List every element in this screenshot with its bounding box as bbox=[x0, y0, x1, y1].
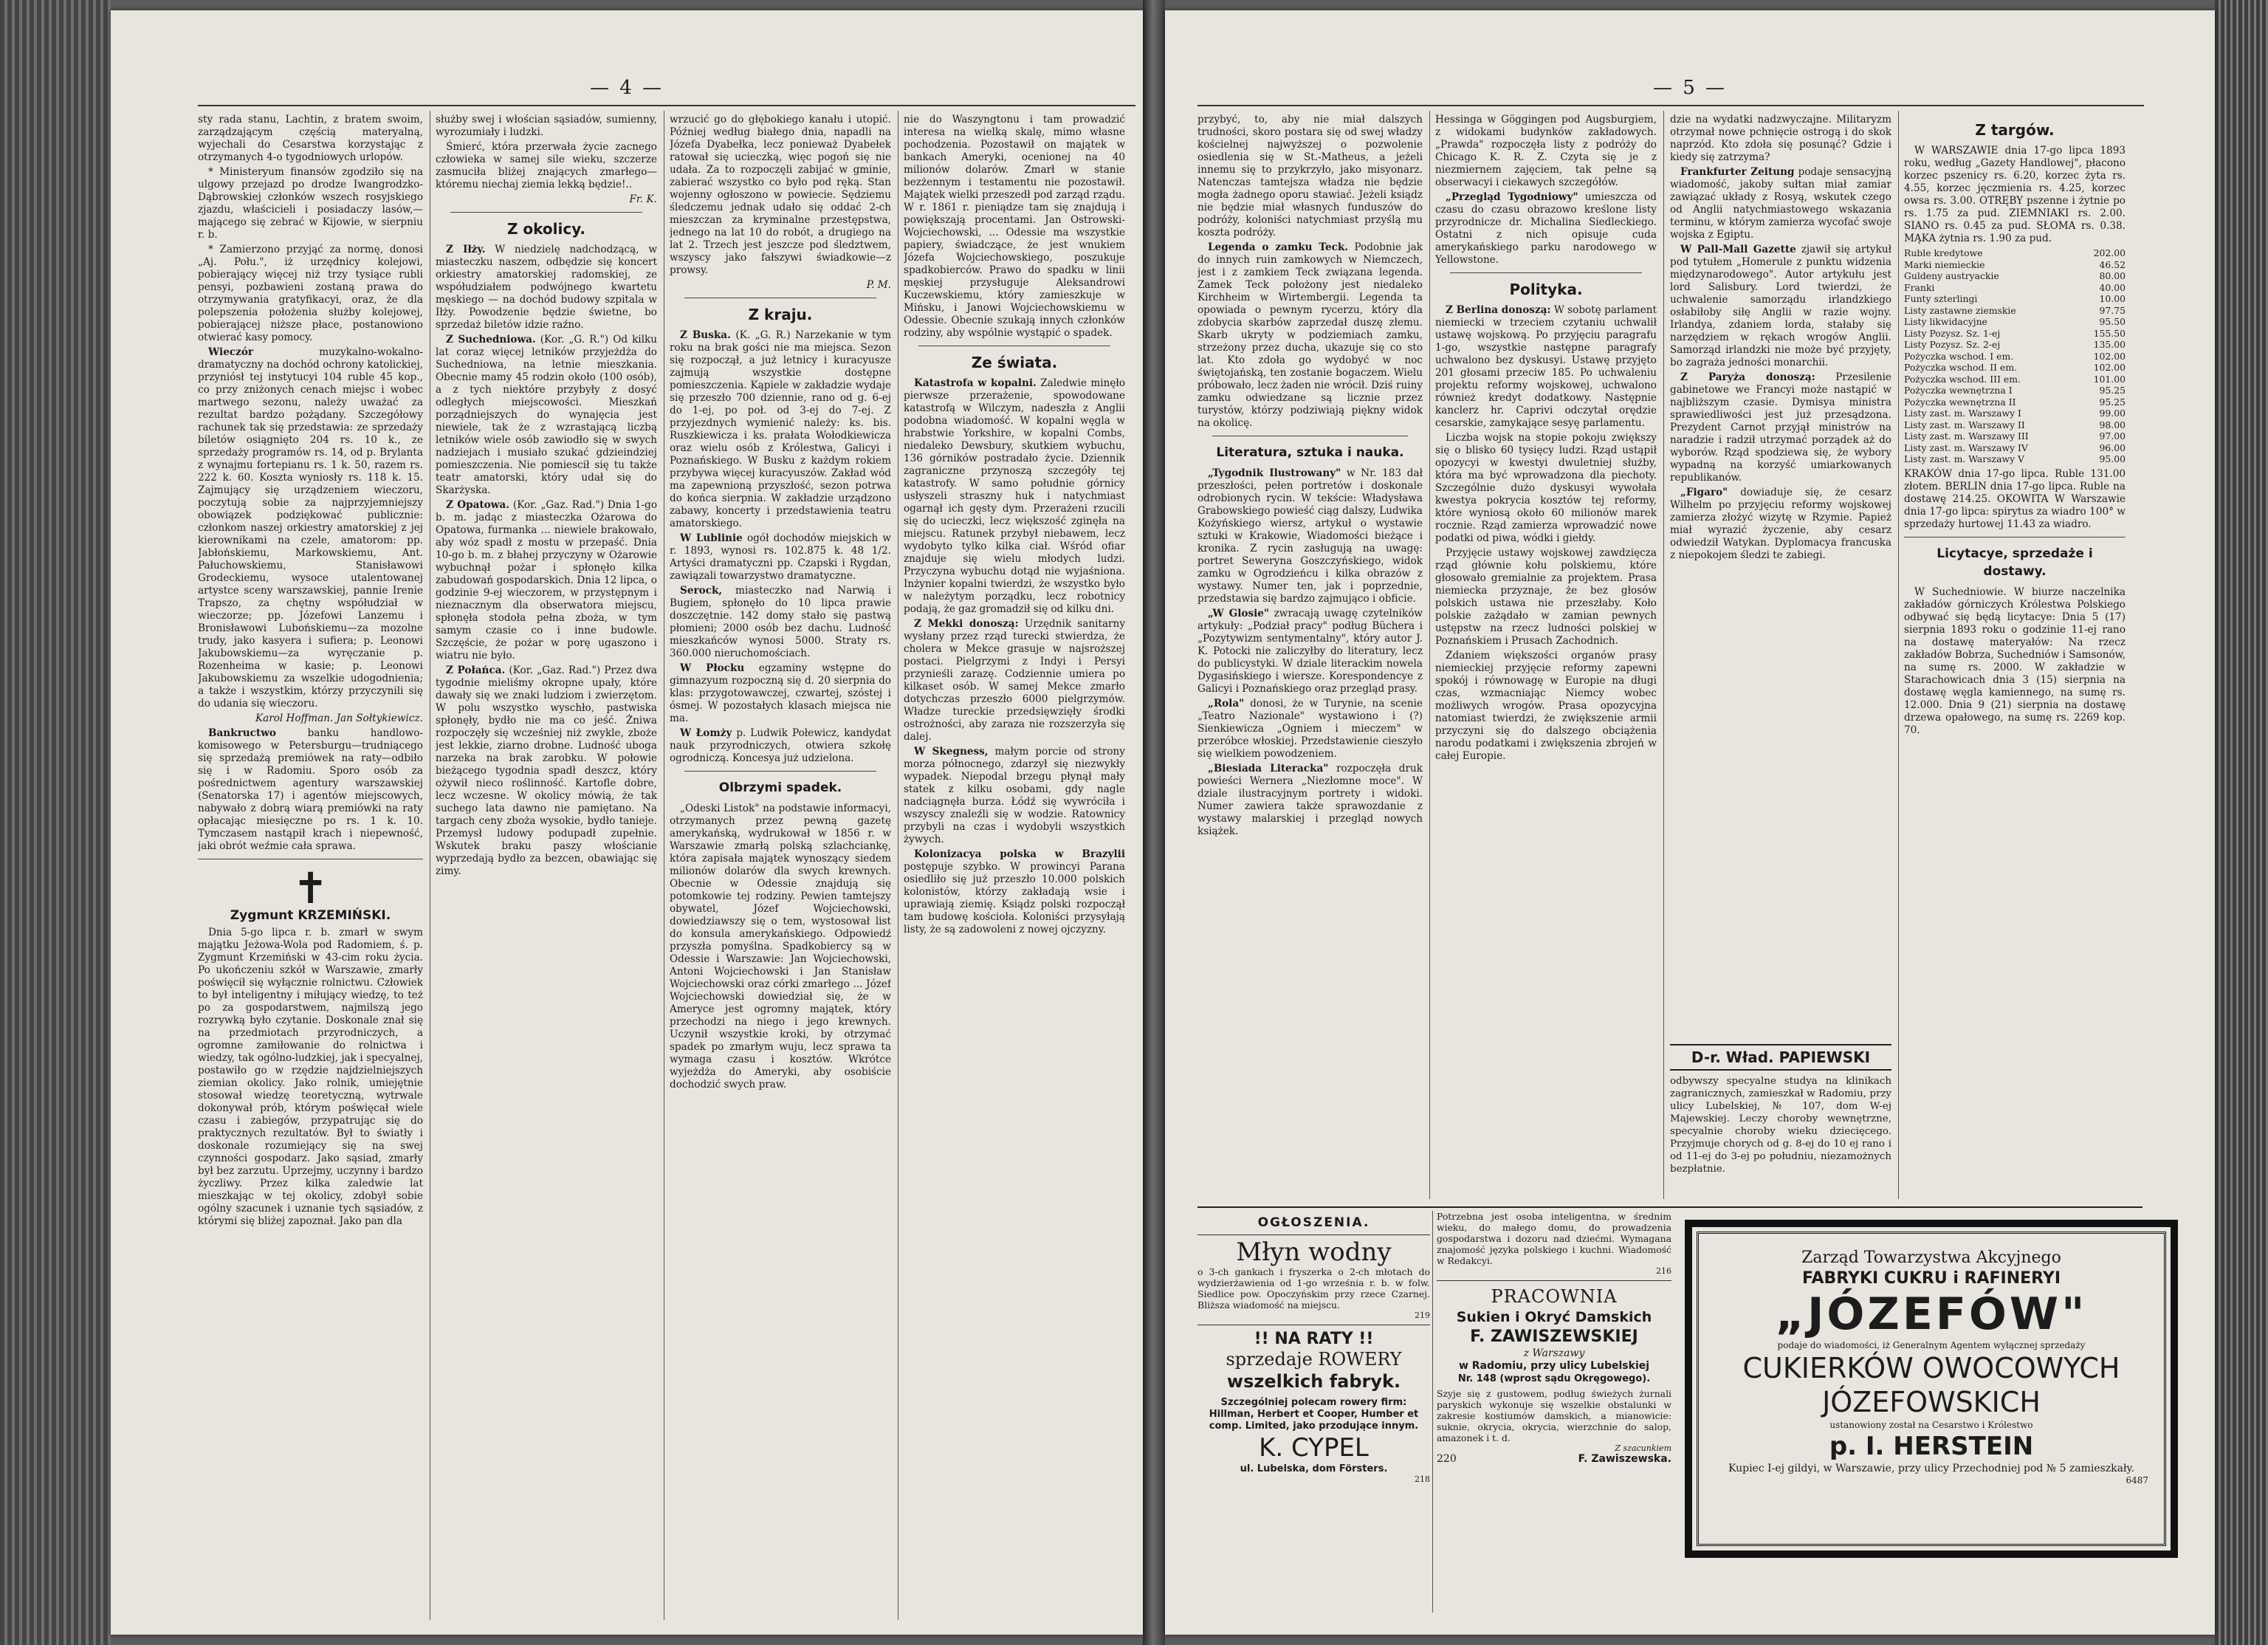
paragraph: Przyjęcie ustawy wojskowej zawdzięcza rząd głównie kołu polskiemu, które głosowało gremialnie za projektem. Prasa niemiecka przyznaje, że bez głosów polskich ustawa nie przeszłaby. Koło polskie zażądało w zamian pewnych ustępstw na rzecz ludności polskiej w Poznańskiem i Prusach Zachodnich. bbox=[1435, 547, 1657, 647]
lead-word: Kolonizacya polska w Brazylii bbox=[914, 848, 1125, 860]
book-spine bbox=[1143, 0, 1165, 1645]
exchange-row bbox=[1904, 316, 2126, 328]
lead-word: Z Mekki donoszą: bbox=[914, 618, 1019, 630]
paragraph: Śmierć, która przerwała życie zacnego człowieka w samej sile wieku, szczerze zasmuciła bliżej znających zmarłego—któremu niechaj ziemia lekką będzie!.. bbox=[436, 141, 657, 190]
ad-number: 220 bbox=[1437, 1453, 1457, 1465]
lead-word: Legenda o zamku Teck. bbox=[1208, 241, 1349, 253]
cross-icon: ✝ bbox=[292, 863, 329, 913]
paragraph: miasteczko nad Narwią i Bugiem, spłonęło do 10 lipca prawie doszczętnie. 142 domy stało się pastwą płomieni; 2000 osób bez dachu. Ludność mieszkańców wynosi 5000. Straty rs. 360.000 nieruchomościach. bbox=[670, 585, 891, 659]
exchange-value: 97.00 bbox=[2099, 430, 2126, 442]
paragraph: służby swej i włościan sąsiadów, sumienny, wyrozumiały i ludzki. bbox=[436, 114, 657, 138]
paragraph: (Kor. „G. R.") Od kilku lat coraz więcej letników przyjeżdża do Suchedniowa, na letnie mieszkania. Obecnie mamy 45 rodzin około (100 osób), a z tych niektóre przybyły z dosyć odległych miejscowości. Mieszkań porządniejszych do wynajęcia jest niewiele, tak że z wzrastającą liczbą letników wiele osób zawiodło się w swych nadziejach i musiało szukać gdzieindziej pomieszczenia. Nie pomiescił się tu także teatr amatorski, który udał się do Skarżyska. bbox=[436, 334, 657, 496]
workshop-signature: F. Zawiszewska. bbox=[1578, 1453, 1671, 1465]
exchange-value: 99.00 bbox=[2099, 408, 2126, 419]
lead-word: Z Buska. bbox=[680, 329, 731, 341]
advert-column-left bbox=[1197, 1211, 1430, 1545]
paragraph: Dnia 5-go lipca r. b. zmarł w swym majątku Jeżowa-Wola pod Radomiem, ś. p. Zygmunt Krzemiński w 43-cim roku życia. Po ukończeniu szkół w Warszawie, zmarły poświęcił się wyłącznie rolnictwu. Człowiek to był inteligentny i miłujący wiedzę, to też po za gospodarstwem, najmilszą jego rozrywką było czytanie. Doskonale znał się na przedmiotach przyrodniczych, a ogromne zamiłowanie do rolnictwa i wiedzy, tak ogólno-ludzkiej, jak i specyalnej, postawiło go w rzędzie najdzielniejszych ziemian okolicy. Jako rolnik, umiejętnie stosował wiedzę teoretyczną, wytrwale dokonywał prób, którym poświęcał wiele czasu i zabiegów, przypatrując się do praktycznych rezultatów. Był to światły i doskonale rozumiejący się na swej czynności gospodarz. Jako sąsiad, zmarły był bez zarzutu. Uprzejmy, uczynny i bardzo życzliwy. Przez kilka zaledwie lat mieszkając w tej okolicy, zdobył sobie ogólny szacunek i uznanie tych sąsiadów, z którymi się bliżej zapoznał. Jako pan dla bbox=[198, 927, 423, 1227]
mill-text: o 3-ch gankach i fryszerka o 2-ch młotach do wydzierżawienia od 1-go września r. b. w folw. Siedlice pow. Opoczyńskim przy rzece Czarnej. Bliższa wiadomość na miejscu. bbox=[1197, 1266, 1430, 1311]
paragraph: p. Ludwik Połewicz, kandydat nauk przyrodniczych, otwiera szkołę ogrodniczą. Koncesya już udzielona. bbox=[670, 727, 891, 764]
column-separator bbox=[1663, 111, 1664, 1199]
doctor-text: odbywszy specyalne studya na klinikach zagranicznych, zamieszkał w Radomiu, przy ulicy Lubelskiej, № 107, dom W-ej Majewskiej. Leczy choroby wewnętrzne, specyalnie choroby wieku dziecięcego. Przyjmuje chorych od g. 8-ej do 10 ej rano i od 11-ej do 3-ej po południu, niezamożnych bezpłatnie. bbox=[1670, 1076, 1891, 1175]
paragraph: umieszcza od czasu do czasu obrazowo kreślone listy przyrodnicze dr. Michalina Siedleckiego. Ostatni z nich opisuje cuda amerykańskiego parku narodowego w Yellowstone. bbox=[1435, 191, 1657, 266]
paragraph: „Odeski Listok" na podstawie informacyi, otrzymanych przez pewną gazetę amerykańską, wydrukował w 1856 r. w Warszawie zmarłą polską szlachciankę, która zapisała majątek wynoszący siedem milionów dolarów dla swych krewnych. Obecnie w Odessie znajdują się potomkowie tej rodziny. Pewien tamtejszy obywatel, Józef Wojciechowski, dowiedziawszy się o tem, wystosował list do konsula amerykańskiego. Odpowiedź przyszła pomyślna. Spadkobiercy są w Odessie i Warszawie: Jan Wojciechowski, Antoni Wojciechowski i Jan Stanisław Wojciechowski oraz córki zmarłego ... Józef Wojciechowski dowiedział się, że w Ameryce jest ogromny majątek, który przechodzi na niego i jego krewnych. Uczynił wszystkie kroki, by otrzymać spadek po zmarłym wuju, lecz sprawa ta wymaga czasu i kosztów. Wkrótce wyjeżdża do Ameryki, aby osobiście dochodzić swych praw. bbox=[670, 803, 891, 1091]
exchange-row bbox=[1904, 374, 2126, 385]
column-3 bbox=[670, 114, 891, 1620]
signature: Fr. K. bbox=[629, 193, 657, 205]
workshop-address-number: Nr. 148 (wprost sądu Okręgowego). bbox=[1457, 1373, 1651, 1384]
column-4 bbox=[904, 114, 1125, 1620]
factory-product: CUKIERKÓW OWOCOWYCH bbox=[1742, 1352, 2120, 1384]
exchange-label: Listy zastawne ziemskie bbox=[1904, 304, 2016, 316]
exchange-value: 95.00 bbox=[2099, 453, 2126, 464]
paragraph: sty rada stanu, Lachtin, z bratem swoim, zarządzającym częścią materyalną, wyjechali do Cesarstwa korzystając z otrzymanych 4-o tygodniowych urlopów. bbox=[198, 114, 423, 163]
exchange-row bbox=[1904, 305, 2126, 317]
lead-word: Frankfurter Zeitung bbox=[1680, 166, 1795, 178]
exchange-value: 95.50 bbox=[2099, 316, 2126, 327]
paragraph: (Kor. „Gaz. Rad.") Dnia 1-go b. m. jadąc z miasteczka Ożarowa do Opatowa, furmanka ... niewiele brakowało, aby wóz spadł z mostu w przepaść. Dnia 10-go b. m. z błahej przyczyny w Ożarowie wybuchnął pożar i spłonęło kilka zabudowań gospodarskich. Dnia 12 lipca, o godzinie 9-ej wieczorem, w przystępnym i nieznacznym dla obserwatora miejscu, spłonęła stodoła pełna zboża, w tym samym czasie co i inne budowle. Szczęście, że pożar w porę ugaszono i wiatru nie było. bbox=[436, 499, 657, 662]
exchange-label: Guldeny austryackie bbox=[1904, 270, 1999, 281]
ad-number: 6487 bbox=[2126, 1475, 2148, 1486]
exchange-label: Marki niemieckie bbox=[1904, 258, 1985, 270]
divider bbox=[1904, 537, 2126, 538]
exchange-label: Franki bbox=[1904, 281, 1935, 293]
exchange-row bbox=[1904, 385, 2126, 396]
exchange-row bbox=[1904, 259, 2126, 271]
exchange-row bbox=[1904, 419, 2126, 431]
paragraph: zwracają uwagę czytelników artykuły: „Podział pracy" podług Büchera i „Pozytywizm sentymentalny", który autor J. K. Potocki nie zaliczyłby do literatury, lecz do publicystyki. W dziale literackim nowela Dygasińskiego i wiersze. Korespondencye z Galicyi i Poznańskiego oraz przegląd prasy. bbox=[1197, 608, 1423, 695]
paragraph: (K. „G. R.) Narzekanie w tym roku na brak gości nie ma miejsca. Sezon się rozpoczął, a już letnicy i kuracyusze zajmują wszystkie dostępne pomieszczenia. Kąpiele w zakładzie wydaje się przeszło 700 dziennie, rano od g. 6-ej do 1-ej, po poł. od 3-ej do 7-ej. Z przyjezdnych wymienić należy: ks. bis. Ruszkiewicza i ks. prałata Wołodkiewicza oraz wielu osób z Królestwa, Galicyi i Poznańskiego. W Busku z każdym rokiem przybywa więcej kuracyuszów. Zakład wód ma zapewnioną przyszłość, sezon potrwa do końca sierpnia. W zakładzie urządzono zabawy, koncerty i przedstawienia teatru amatorskiego. bbox=[670, 329, 891, 529]
workshop-sig-pre: Z szacunkiem bbox=[1615, 1443, 1671, 1453]
factory-product-2: JÓZEFOWSKICH bbox=[1822, 1386, 2041, 1418]
top-rule bbox=[198, 105, 1135, 106]
lead-word: Z Opatowa. bbox=[446, 499, 509, 511]
column-4 bbox=[1904, 114, 2126, 1199]
workshop-name: F. ZAWISZEWSKIEJ bbox=[1470, 1328, 1638, 1346]
lead-word: „Figaro" bbox=[1680, 487, 1728, 498]
exchange-value: 80.00 bbox=[2099, 270, 2126, 281]
exchange-row bbox=[1904, 339, 2126, 351]
exchange-label: Listy likwidacyjne bbox=[1904, 316, 1987, 327]
factory-line7: ustanowiony został na Cesarstwo i Królestwo bbox=[1829, 1420, 2033, 1430]
paragraph: zjawił się artykuł pod tytułem „Homerule z punktu widzenia międzynarodowego". Autor artykułu jest lord Salisbury. Lord twierdzi, że uchwalenie samorządu irlandzkiego osłabiłoby siłę Anglii w razie wojny. Irlandya, zdaniem lorda, stałaby się narzędziem w rękach wrogów Anglii. Samorząd irlandzki nie może być przyjęty, bo zagraża jedności monarchii. bbox=[1670, 244, 1891, 368]
exchange-value: 102.00 bbox=[2093, 362, 2126, 373]
exchange-value: 10.00 bbox=[2099, 293, 2126, 304]
paragraph: KRAKÓW dnia 17-go lipca. Ruble 131.00 złotem. BERLIN dnia 17-go lipca. Ruble na dostawę 214.25. OKOWITA W Warszawie dnia 17-go lipca: spirytus za wiadro 100° w sprzedaży hurtowej 11.43 za wiadro. bbox=[1904, 467, 2126, 530]
page-stack-left bbox=[0, 0, 111, 1645]
lead-word: Katastrofa w kopalni. bbox=[914, 377, 1037, 389]
lead-word: W Lublinie bbox=[680, 532, 743, 544]
lead-word: Z Berlina donoszą: bbox=[1446, 304, 1551, 316]
exchange-label: Listy Pozysz. Sz. 2-ej bbox=[1904, 339, 2001, 350]
workshop-line1: Sukien i Okryć Damskich bbox=[1456, 1309, 1652, 1325]
workshop-from: z Warszawy bbox=[1523, 1347, 1585, 1359]
divider bbox=[684, 771, 876, 772]
advert-column-middle bbox=[1437, 1211, 1671, 1545]
signature: Karol Hoffman. Jan Sołtykiewicz. bbox=[255, 712, 423, 724]
exchange-row bbox=[1904, 270, 2126, 282]
exchange-value: 135.00 bbox=[2093, 339, 2126, 350]
paragraph: Urzędnik sanitarny wysłany przez rząd turecki stwierdza, że cholera w Mekce grasuje w najsroższej postaci. Pielgrzymi z Indyi i Persyi przynieśli zarazę. Codziennie umiera po kilkaset osób. W samej Mekce zmarło dotychczas przeszło 6000 pielgrzymów. Władze tureckie przedsięwzięły środki ostrożności, aby zaraza nie rozszerzyła się dalej. bbox=[904, 618, 1125, 743]
paragraph: Podobnie jak do innych ruin zamkowych w Niemczech, jest i z zamkiem Teck związana legenda. Zamek Teck położony jest niedaleko Kirchheim w Wirtembergii. Legenda ta opowiada o pewnym rycerzu, który dla zdobycia skarbów zaprzedał duszę złemu. Skarb ukryty w podziemiach zamku, strzeżony przez ducha, ukazuje się co sto lat. Kto zdoła go wydobyć w noc świętojańską, ten zostanie bogaczem. Wielu próbowało, lecz żaden nie wrócił. Dziś ruiny zamku odwiedzane są licznie przez turystów, którzy podziwiają piękny widok na okolicę. bbox=[1197, 241, 1423, 429]
column-separator bbox=[1429, 111, 1430, 1199]
factory-name: „JÓZEFÓW" bbox=[1775, 1288, 2088, 1340]
paragraph: przybyć, to, aby nie miał dalszych trudności, skoro postara się od swej władzy kościelnej najwyższej o pozwolenie osiedlenia się w St.-Matheus, a jeżeli innemu się to przykrzyło, jako misyonarz. Natenczas tamtejsza władza nie będzie mogła żadnego oporu stawiać. Jeżeli ksiądz nie będzie miał własnych funduszów do podróży, koloniści natychmiast przyślą mu koszta podróży. bbox=[1197, 114, 1423, 238]
paragraph: małym porcie od strony morza północnego, zdarzył się niezwykły wypadek. Niepodal brzegu płynął mały statek z kilku osobami, gdy nagle nadciągnęła burza. Łódź się wywróciła i wszyscy znaleźli się w wodzie. Ratownicy przybyli na czas i wydobyli wszystkich żywych. bbox=[904, 746, 1125, 845]
doctor-name: D-r. Wład. PAPIEWSKI bbox=[1670, 1044, 1891, 1071]
column-2 bbox=[436, 114, 657, 1620]
installments-text: Szczególniej polecam rowery firm: Hillman, Herbert et Cooper, Humber et comp. Limited, jako przodujące innym. bbox=[1209, 1397, 1419, 1432]
exchange-row bbox=[1904, 351, 2126, 363]
workshop-title: PRACOWNIA bbox=[1491, 1286, 1618, 1307]
section-heading: Ze świata. bbox=[971, 354, 1058, 371]
section-heading: Licytacye, sprzedaże i dostawy. bbox=[1937, 546, 2093, 579]
ads-rule bbox=[1197, 1206, 2142, 1208]
installments-title: !! NA RATY !! bbox=[1254, 1330, 1374, 1348]
lead-word: Z Połańca. bbox=[446, 664, 506, 676]
paragraph: * Ministeryum finansów zgodziło się na ulgowy przejazd po drodze Iwangrodzko-Dąbrowskiej członków wszech rosyjskiego zjazdu, właścicieli i posiadaczy lasów,— mającego się zebrać w Kijowie, w sierpniu r. b. bbox=[198, 166, 423, 241]
lead-word: Z Iłży. bbox=[446, 244, 486, 255]
factory-agent: p. I. HERSTEIN bbox=[1829, 1432, 2034, 1461]
ad-number: 218 bbox=[1415, 1474, 1430, 1484]
exchange-label: Pożyczka wschod. III em. bbox=[1904, 373, 2021, 385]
exchange-label: Listy zast. m. Warszawy II bbox=[1904, 419, 2025, 430]
exchange-table bbox=[1904, 247, 2126, 465]
section-heading: Z targów. bbox=[1975, 121, 2055, 139]
sugar-factory-advert bbox=[1685, 1220, 2178, 1558]
right-page bbox=[1165, 10, 2215, 1635]
exchange-label: Listy zast. m. Warszawy I bbox=[1904, 408, 2021, 419]
paragraph: ogół dochodów miejskich w r. 1893, wynosi rs. 102.875 k. 48 1/2. Artyści dramatyczni pp. Czapski i Rygdan, zawiązali towarzystwo dramatyczne. bbox=[670, 532, 891, 582]
mill-title: Młyn wodny bbox=[1236, 1237, 1392, 1267]
paragraph: donosi, że w Turynie, na scenie „Teatro Nazionale" wystawiono i (?) Sienkiewicza „Ogniem i mieczem" w przeróbce włoskiej. Przedstawienie cieszyło się wielkiem powodzeniem. bbox=[1197, 698, 1423, 760]
exchange-value: 101.00 bbox=[2093, 373, 2126, 385]
lead-word: W Skegness, bbox=[914, 746, 989, 758]
exchange-value: 202.00 bbox=[2093, 247, 2126, 258]
paragraph: Zdaniem większości organów prasy niemieckiej przyjęcie reformy zapewni spokój i równowagę w Europie na długi czas, wzmacniając Niemcy wobec możliwych wrogów. Prasa opozycyjna natomiast twierdzi, że zwiększenie armii przyczyni się do dalszego obciążenia narodu podatkami i zwiększenia zbrojeń w całej Europie. bbox=[1435, 650, 1657, 762]
exchange-label: Ruble kredytowe bbox=[1904, 247, 1983, 258]
left-page bbox=[111, 10, 1143, 1635]
lead-word: W Łomży bbox=[680, 727, 732, 739]
workshop-text: Szyje się z gustowem, podług świeżych żurnali paryskich wykonuje się wszelkie obstalunki w zakresie kostiumów damskich, a mianowicie: suknie, okrycia, okrycia, wierzchnie do salop, amazonek i t. d. bbox=[1437, 1388, 1671, 1443]
exchange-row bbox=[1904, 442, 2126, 454]
paragraph: W WARSZAWIE dnia 17-go lipca 1893 roku, według „Gazety Handlowej", płacono korzec pszenicy rs. 6.20, korzec żyta rs. 4.55, korzec jęczmienia rs. 4.25, korzec owsa rs. 3.00. OTRĘBY pszenne i żytnie po rs. 1.75 za pud. ZIEMNIAKI rs. 2.00. SIANO rs. 0.45 za pud. SŁOMA rs. 0.38. MĄKA żytnia rs. 1.90 za pud. bbox=[1904, 145, 2126, 244]
factory-line2: FABRYKI CUKRU i RAFINERYI bbox=[1801, 1269, 2061, 1288]
installments-line2: wszelkich fabryk. bbox=[1226, 1371, 1401, 1392]
exchange-label: Pożyczka wschod. I em. bbox=[1904, 350, 2014, 362]
exchange-label: Listy Pozysz. Sz. 1-ej bbox=[1904, 327, 2001, 339]
paragraph: (Kor. „Gaz. Rad.") Przez dwa tygodnie mieliśmy okropne upały, które dawały się we znaki ludziom i zwierzętom. W polu wszystko wyschło, pastwiska spłonęły, bydło nie ma co jeść. Żniwa rozpoczęły się wcześniej niż zwykle, zboże jest lekkie, ziarno drobne. Ludność uboga narzeka na brak zarobku. W połowie bieżącego tygodnia spadł deszcz, który ożywił nieco roślinność. Kartofle dobre, lecz wczesne. W okolicy mówią, że tak suchego lata dawno nie pamiętano. Na targach ceny zboża wysokie, bydło tanieje. Przemysł ludowy podupadł zupełnie. Wskutek braku paszy włościanie wyprzedają bydło za bezcen, obawiając się zimy. bbox=[436, 664, 657, 877]
exchange-label: Listy zast. m. Warszawy III bbox=[1904, 430, 2029, 442]
exchange-value: 102.00 bbox=[2093, 350, 2126, 362]
lead-word: Wieczór bbox=[208, 346, 254, 358]
divider bbox=[450, 212, 642, 213]
exchange-label: Pożyczka wewnętrzna II bbox=[1904, 396, 2016, 408]
factory-line9: Kupiec I-ej gildyi, w Warszawie, przy ulicy Przechodniej pod № 5 zamieszkały. bbox=[1728, 1463, 2135, 1474]
page-stack-right bbox=[2215, 0, 2268, 1645]
page-number: — 4 — bbox=[589, 77, 664, 99]
lead-word: Bankructwo bbox=[208, 727, 276, 739]
signature: P. M. bbox=[866, 279, 891, 291]
workshop-address: w Radomiu, przy ulicy Lubelskiej bbox=[1458, 1360, 1650, 1372]
section-heading: Z okolicy. bbox=[506, 220, 586, 238]
lead-word: „Biesiada Literacka" bbox=[1208, 763, 1329, 775]
exchange-label: Pożyczka wschod. II em. bbox=[1904, 362, 2018, 373]
paragraph: egzaminy wstępne do gimnazyum rozpoczną się d. 20 sierpnia do klas: przygotowawczej, czwartej, szóstej i ósmej. W pozostałych klasach miejsca nie ma. bbox=[670, 662, 891, 724]
exchange-value: 98.00 bbox=[2099, 419, 2126, 430]
wanted-text: Potrzebna jest osoba inteligentna, w średnim wieku, do małego domu, do prowadzenia gospodarstwa i dozoru nad dziećmi. Wymagana znajomość języka polskiego i kuchni. Wiadomość w Redakcyi. bbox=[1437, 1211, 1671, 1266]
lead-word: Z Paryża donoszą: bbox=[1680, 371, 1815, 383]
factory-line1: Zarząd Towarzystwa Akcyjnego bbox=[1801, 1249, 2061, 1267]
exchange-value: 96.00 bbox=[2099, 442, 2126, 453]
exchange-row bbox=[1904, 282, 2126, 294]
section-heading: Z kraju. bbox=[748, 306, 813, 323]
paragraph: muzykalno-wokalno-dramatyczny na dochód ochrony katolickiej, przyniósł tej instytucyi 104 ruble 45 kop., co przy zniżonych cenach miejsc i wobec martwego sezonu, należy uważać za rezultat bardzo pożądany. Szczegółowy rachunek tak się przedstawia: ze sprzedaży biletów osiągnięto 204 rs. 10 k., ze sprzedaży programów rs. 14, od p. Brylanta z wynajmu fortepianu rs. 1 k. 50, razem rs. 222 k. 60. Koszta wyniosły rs. 118 k. 15. Zajmujący się urządzeniem wieczoru, poczytują sobie za najprzyjemniejszy obowiązek podziękować publicznie: członkom naszej orkiestry amatorskiej z jej kierownikami na czele, amatorom: pp. Jabłońskiemu, Markowskiemu, Ant. Pałuchowskiemu, Stanisławowi Grodeckiemu, wysoce utalentowanej artystce sceny warszawskiej, pannie Irenie Trapszo, za chętny współudział w wieczorze; pp. Józefowi Lanzemu i Bronisławowi Lubońskiemu—za mozolne trudy, jako kasyera i sufiera; p. Leonowi Jakubowskiemu—za wyręczanie p. Rozenheima w kasie; p. Leonowi Jakubowskiemu za wszelkie udogodnienia; a także i wszystkim, którzy przyczynili się do udania się wieczoru. bbox=[198, 346, 423, 710]
column-separator bbox=[1432, 1211, 1433, 1613]
exchange-value: 155.50 bbox=[2093, 327, 2126, 339]
section-heading: Polityka. bbox=[1509, 281, 1583, 298]
section-heading: Literatura, sztuka i nauka. bbox=[1216, 445, 1404, 460]
paragraph: dowiaduje się, że cesarz Wilhelm po przyjęciu reformy wojskowej zamierza złożyć wizytę w Rzymie. Papież miał wyrazić życzenie, aby cesarz odwiedził Watykan. Dyplomacya francuska z niepokojem śledzi te zabiegi. bbox=[1670, 487, 1891, 561]
doctor-advert bbox=[1670, 1044, 1891, 1208]
column-separator bbox=[1898, 111, 1899, 1199]
paragraph: Hessinga w Göggingen pod Augsburgiem, z widokami budynków zakładowych. „Prawda" rozpoczęła listy z podróży do Chicago K. R. Z. Czyta się je z niezmiernem zajęciem, tak pełne są obserwacyi i ciekawych szczegółów. bbox=[1435, 114, 1657, 188]
lead-word: Serock, bbox=[680, 585, 723, 597]
lead-word: „Przegląd Tygodniowy" bbox=[1446, 191, 1578, 203]
obituary-name: Zygmunt KRZEMIŃSKI. bbox=[230, 908, 391, 923]
lead-word: „W Glosie" bbox=[1208, 608, 1270, 619]
exchange-label: Funty szterlingi bbox=[1904, 293, 1978, 304]
exchange-label: Listy zast. m. Warszawy IV bbox=[1904, 442, 2028, 453]
paragraph: nie do Waszyngtonu i tam prowadzić interesa na wielką skalę, mimo własne pochodzenia. Pozostawił on majątek w bankach Ameryki, ocenionej na 40 milionów dolarów. Zmarł w stanie bezżennym i testamentu nie pozostawił. Majątek wielki przeszedł pod zarząd rządu. W r. 1861 r. pieniądze tam się znajdują i powiększają procentami. Jan Ostrowski-Wojciechowski, ... Odessie ma wszystkie papiery, świadczące, że jest wnukiem Józefa Wojciechowskiego, poszukuje spadkobierców. Prawo do spadku w linii męskiej przysługuje Aleksandrowi Kuczewskiemu, który zamieszkuje w Mińsku, i Janowi Wojciechowskiemu w Odessie. Obecnie szukają innych członków rodziny, aby wspólnie wystąpić o spadek. bbox=[904, 114, 1125, 339]
exchange-row bbox=[1904, 293, 2126, 305]
factory-line4: podaje do wiadomości, iż Generalnym Agentem wyłącznej sprzedaży bbox=[1777, 1340, 2086, 1350]
paragraph: dzie na wydatki nadzwyczajne. Militaryzm otrzymał nowe pchnięcie ostrogą i do skok naprzód. Kto zdoła się posunąć? Gdzie i kiedy się zatrzyma? bbox=[1670, 114, 1891, 163]
paragraph: wrzucić go do głębokiego kanału i utopić. Później według białego dnia, napadli na Józefa Dyabełka, lecz ponieważ Dyabełek ratował się ucieczką, więc pogoń się nie udała. Za to rozpoczęli zabijać w gminie, zabierać wszystko co było pod ręką. Stan wojenny ogłoszono w powiecie. Sędziemu śledczemu jednak udało się oddać 2-ch mieszczan za kryminalne przestępstwa, jednego na lat 10 do robót, a drugiego na lat 2. Trzech jest jeszcze pod śledztwem, wszyscy jako fałszywi świadkowie—z prowsy. bbox=[670, 114, 891, 276]
lead-word: „Tygodnik Ilustrowany" bbox=[1208, 467, 1341, 479]
paragraph: W Suchedniowie. W biurze naczelnika zakładów górniczych Królestwa Polskiego odbywać się będą licytacye: Dnia 5 (17) sierpnia 1893 roku o godzinie 11-ej rano na dostawę materyałów: Na rzecz zakładów Bobrza, Suchedniów i Samsonów, na sumę rs. 2000. W zakładzie w Starachowicach dnia 3 (15) sierpnia na dostawę węgla kamiennego, na sumę rs. 12.000. Dnia 9 (21) sierpnia na dostawę drzewa opałowego, na sumę rs. 2269 kop. 70. bbox=[1904, 585, 2126, 736]
exchange-label: Pożyczka wewnętrzna I bbox=[1904, 385, 2013, 396]
paragraph: postępuje szybko. W prowincyi Parana osiedliło się już przeszło 10.000 polskich kolonistów, którzy zakładają wsie i uprawiają ziemię. Ksiądz polski rozpoczął tam budowę kościoła. Koloniści przysyłają listy, że są zadowoleni z nowej ojczyzny. bbox=[904, 861, 1125, 935]
exchange-label: Listy zast. m. Warszawy V bbox=[1904, 453, 2024, 464]
paragraph: rozpoczęła druk powieści Wernera „Niezłomne moce". W dziale ilustracyjnym portrety i widoki. Numer zawiera także sprawozdanie z wystawy malarskiej i przegląd nowych książek. bbox=[1197, 763, 1423, 837]
lead-word: W Pall-Mall Gazette bbox=[1680, 244, 1796, 255]
paragraph: podaje sensacyjną wiadomość, jakoby sułtan miał zamiar zawiązać układy z Rosyą, wskutek czego od Anglii natychmiastowego wskazania terminu, w którym zamierza wycofać swoje wojska z Egiptu. bbox=[1670, 166, 1891, 241]
installments-address: ul. Lubelska, dom Försters. bbox=[1240, 1463, 1388, 1474]
exchange-row bbox=[1904, 408, 2126, 419]
exchange-row bbox=[1904, 430, 2126, 442]
exchange-value: 97.75 bbox=[2099, 304, 2126, 316]
paragraph: W sobotę parlament niemiecki w trzeciem czytaniu uchwalił ustawę wojskową. Po przyjęciu paragrafu 1-go, wszystkie następne paragrafy uchwalono bez dyskusyi. Ustawę przyjęto 201 głosami przeciw 185. Po uchwaleniu projektu reformy wojskowej, uchwalono również kredyt dodatkowy. Następnie kanclerz hr. Caprivi odczytał orędzie cesarskie, zamykające sesyę parlamentu. bbox=[1435, 304, 1657, 429]
column-1 bbox=[198, 114, 423, 1620]
paragraph: Przesilenie gabinetowe we Francyi może nastąpić w najbliższym czasie. Dymisya ministra sprawiedliwości jest już przesądzona. Prezydent Carnot przyjął ministrów na naradzie i radził utrzymać porządek aż do wyborów. Rząd spodziewa się, że wybory wypadną na korzyść umiarkowanych republikanów. bbox=[1670, 371, 1891, 484]
paragraph: Zaledwie minęło pierwsze przerażenie, spowodowane katastrofą w Wilczym, nadeszła z Anglii podobna wiadomość. W kopalni węgla w hrabstwie Yorkshire, w kopalni Combs, niedaleko Dewsbury, skutkiem wybuchu, 136 górników postradało życie. Dziennik zagraniczne przynoszą szczegóły tej katastrofy. W samo południe górnicy usłyszeli straszny huk i natychmiast ogarnął ich gęsty dym. Przerażeni rzucili się do ucieczki, lecz większość zginęła na miejscu. Ratunek przybył niebawem, lecz wydobyto tylko kilka ciał. Wśród ofiar znajduje się wielu młodych ludzi. Przyczyna wybuchu dotąd nie wyjaśniona. Inżynier kopalni twierdzi, że wszystko było w należytym porządku, lecz robotnicy podają, że gaz gromadził się od kilku dni. bbox=[904, 377, 1125, 615]
section-heading: Olbrzymi spadek. bbox=[718, 780, 842, 795]
paragraph: w Nr. 183 dał przeszłości, pełen portretów i doskonale odrobionych rycin. W tekście: Władysława Grabowskiego powieść ciąg dalszy, Ludwika Kożyńskiego wiersz, artykuł o wystawie sztuki w Krakowie, Wiadomości bieżące i kronika. Z rycin zasługują na uwagę: portret Seweryna Goszczyńskiego, widok zamku w Ogrodzieńcu i kilka obrazów z wystawy. Numer ten, jak i poprzednie, przedstawia się bardzo zajmująco i obficie. bbox=[1197, 467, 1423, 605]
lead-word: Z Suchedniowa. bbox=[446, 334, 536, 346]
exchange-value: 95.25 bbox=[2099, 396, 2126, 408]
paragraph: banku handlowo-komisowego w Petersburgu—trudniącego się sprzedażą premiówek na raty—odbiło się i w Radomiu. Sporo osób za pośrednictwem agentury warszawskiej (Senatorska 17) i agentów miejscowych, nabywało z dobrą wiarą premiówki na raty opłacając miesięczne po rs. 1 k. 10. Tymczasem nastąpił krach i niepewność, jaki obrót weźmie cała sprawa. bbox=[198, 727, 423, 852]
column-3 bbox=[1670, 114, 1891, 1022]
lead-word: „Rola" bbox=[1208, 698, 1245, 710]
exchange-row bbox=[1904, 453, 2126, 465]
installments-name: K. CYPEL bbox=[1259, 1433, 1369, 1463]
lead-word: W Płocku bbox=[680, 662, 745, 674]
column-2 bbox=[1435, 114, 1657, 1199]
exchange-value: 46.52 bbox=[2099, 258, 2126, 270]
paragraph: * Zamierzono przyjąć za normę, donosi „Aj. Połu.", iż urzędnicy kolejowi, pobierający więcej niż trzy tysiące rubli pensyi, pozbawieni zostaną prawa do otrzymywania gratyfikacyi, oraz, że dla polepszenia położenia służby kolejowej, pobierającej niższe płace, postanowiono otwierać kasy pomocy. bbox=[198, 244, 423, 343]
exchange-row bbox=[1904, 396, 2126, 408]
ad-number: 219 bbox=[1415, 1311, 1430, 1320]
exchange-row bbox=[1904, 328, 2126, 340]
exchange-row bbox=[1904, 362, 2126, 374]
exchange-row bbox=[1904, 247, 2126, 259]
ads-header: OGŁOSZENIA. bbox=[1257, 1215, 1370, 1230]
page-number: — 5 — bbox=[1652, 77, 1728, 99]
exchange-value: 95.25 bbox=[2099, 385, 2126, 396]
column-1 bbox=[1197, 114, 1423, 1199]
exchange-value: 40.00 bbox=[2099, 281, 2126, 293]
paragraph: Liczba wojsk na stopie pokoju zwiększy się o blisko 60 tysięcy ludzi. Rząd ustąpił opozycyi w kwestyi dwuletniej służby, która ma być wprowadzona dla piechoty. Szczególnie dużo dyskusyi wywołała kwestya pokrycia kosztów tej reformy, które wyniosą około 60 milionów marek rocznie. Rząd zamierza wprowadzić nowe podatki od piwa, wódki i giełdy. bbox=[1435, 432, 1657, 544]
divider bbox=[1450, 272, 1642, 273]
top-rule bbox=[1197, 105, 2144, 106]
installments-line1: sprzedaje ROWERY bbox=[1226, 1349, 1402, 1370]
paragraph: W niedzielę nadchodzącą, w miasteczku naszem, odbędzie się koncert orkiestry amatorskiej radomskiej, ze współudziałem podwójnego kwartetu męskiego — na dochód budowy szpitala w Iłży. Powodzenie będzie świetne, bo sprzedaż biletów idzie raźno. bbox=[436, 244, 657, 331]
ad-number: 216 bbox=[1656, 1266, 1671, 1276]
